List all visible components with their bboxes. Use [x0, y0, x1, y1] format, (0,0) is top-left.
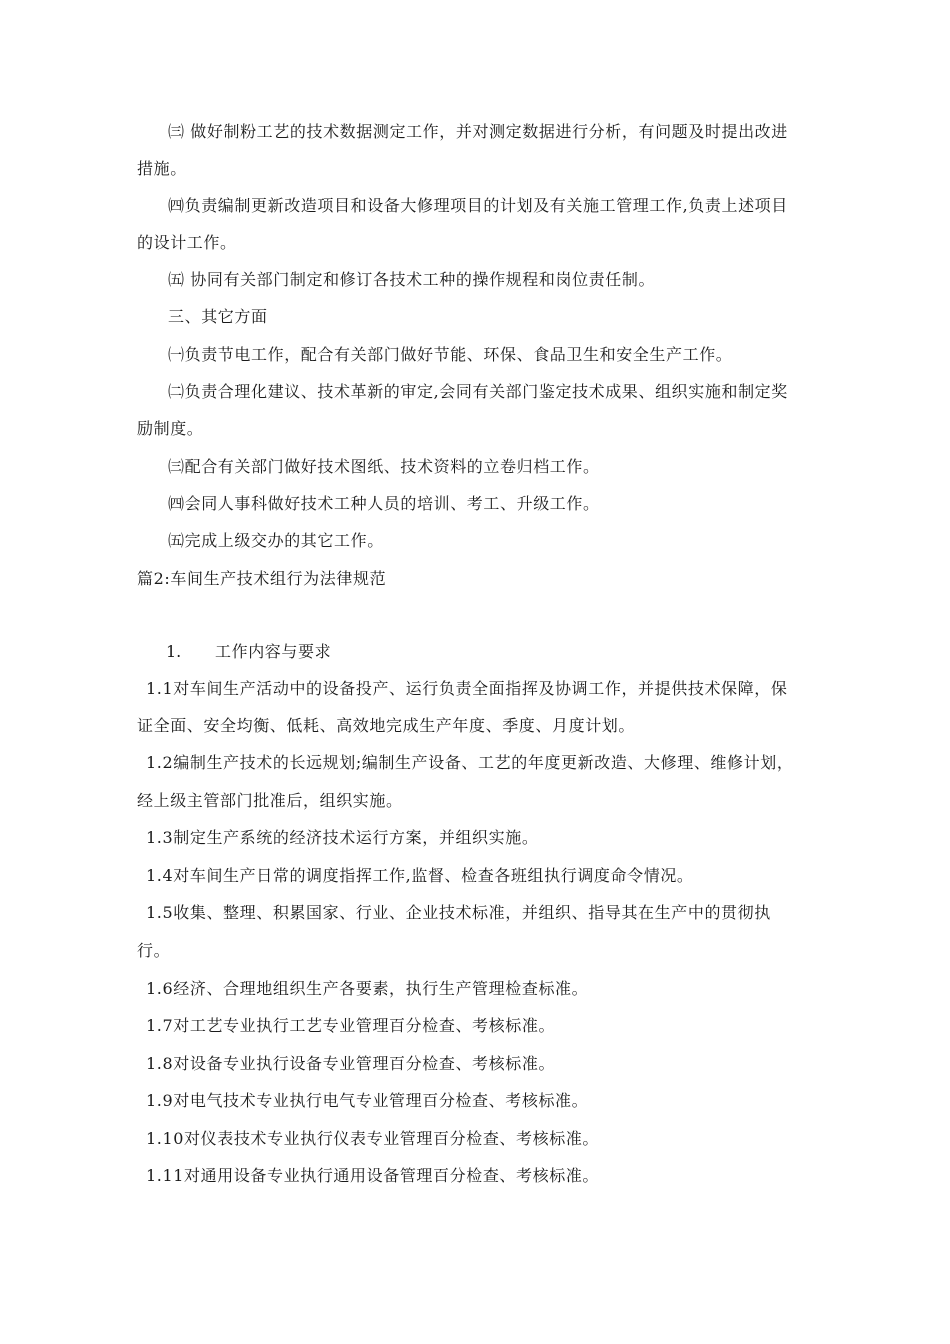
- paragraph-line: 1.8对设备专业执行设备专业管理百分检查、考核标准。: [146, 1054, 556, 1073]
- paragraph-line: 1.10对仪表技术专业执行仪表专业管理百分检查、考核标准。: [146, 1129, 600, 1148]
- paragraph-line: 1.1对车间生产活动中的设备投产、运行负责全面指挥及协调工作，并提供技术保障，保: [146, 679, 788, 698]
- list-heading: 工作内容与要求: [215, 642, 332, 661]
- paragraph-line: ㈣负责编制更新改造项目和设备大修理项目的计划及有关施工管理工作,负责上述项目: [168, 196, 788, 215]
- chapter-title: 篇2:车间生产技术组行为法律规范: [137, 569, 387, 588]
- paragraph-line: ㈢配合有关部门做好技术图纸、技术资料的立卷归档工作。: [168, 457, 600, 476]
- paragraph-line: 1.5收集、整理、积累国家、行业、企业技术标准，并组织、指导其在生产中的贯彻执: [146, 903, 771, 922]
- paragraph-line: 行。: [137, 941, 171, 960]
- paragraph-line: 1.9对电气技术专业执行电气专业管理百分检查、考核标准。: [146, 1091, 589, 1110]
- paragraph-line: ㈤ 协同有关部门制定和修订各技术工种的操作规程和岗位责任制。: [168, 270, 656, 289]
- paragraph-line: 1.4对车间生产日常的调度指挥工作,监督、检查各班组执行调度命令情况。: [146, 866, 694, 885]
- paragraph-line: 证全面、安全均衡、低耗、高效地完成生产年度、季度、月度计划。: [137, 716, 636, 735]
- paragraph-line: 措施。: [137, 159, 187, 178]
- paragraph-line: 经上级主管部门批准后，组织实施。: [137, 791, 403, 810]
- paragraph-line: 1.11对通用设备专业执行通用设备管理百分检查、考核标准。: [146, 1166, 600, 1185]
- paragraph-line: 1.6经济、合理地组织生产各要素，执行生产管理检查标准。: [146, 979, 589, 998]
- paragraph-line: ㈣会同人事科做好技术工种人员的培训、考工、升级工作。: [168, 494, 600, 513]
- paragraph-line: 1.7对工艺专业执行工艺专业管理百分检查、考核标准。: [146, 1016, 556, 1035]
- paragraph-line: ㈠负责节电工作，配合有关部门做好节能、环保、食品卫生和安全生产工作。: [168, 345, 733, 364]
- paragraph-line: 1.3制定生产系统的经济技术运行方案，并组织实施。: [146, 828, 539, 847]
- section-heading: 三、其它方面: [168, 307, 268, 326]
- paragraph-line: 1.2编制生产技术的长远规划;编制生产设备、工艺的年度更新改造、大修理、维修计划，: [146, 753, 794, 772]
- paragraph-line: ㈢ 做好制粉工艺的技术数据测定工作，并对测定数据进行分析，有问题及时提出改进: [168, 122, 788, 141]
- paragraph-line: ㈡负责合理化建议、技术革新的审定,会同有关部门鉴定技术成果、组织实施和制定奖: [168, 382, 788, 401]
- paragraph-line: 励制度。: [137, 419, 204, 438]
- paragraph-line: 的设计工作。: [137, 233, 237, 252]
- paragraph-line: ㈤完成上级交办的其它工作。: [168, 531, 384, 550]
- list-number: 1.: [166, 642, 182, 661]
